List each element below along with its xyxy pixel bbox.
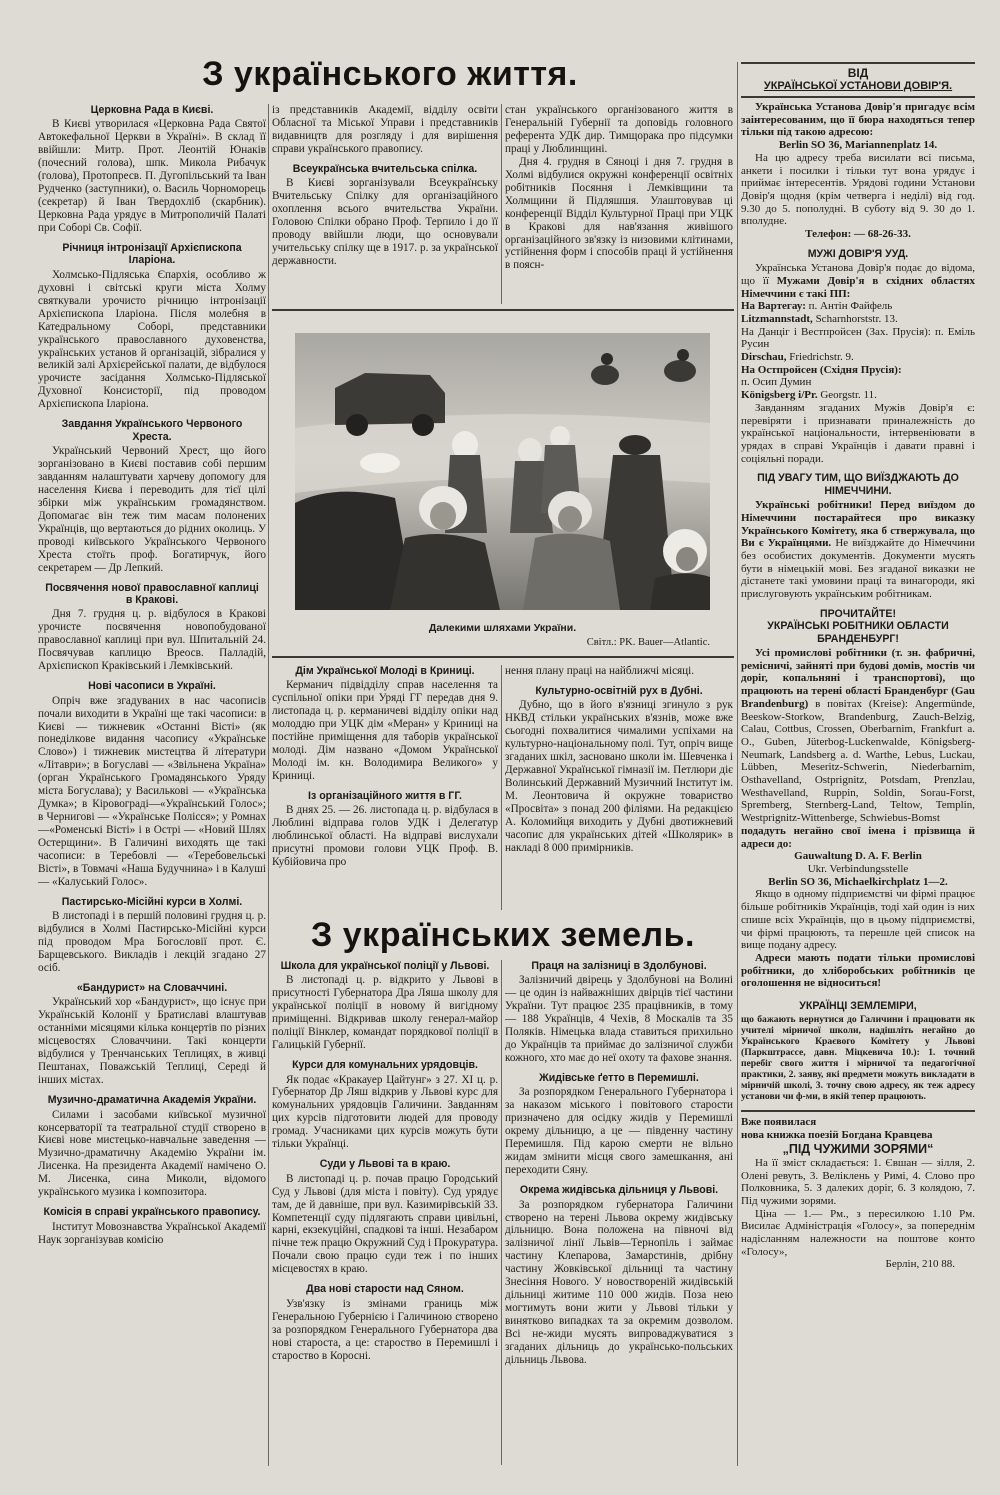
article-heading: Суди у Львові та в краю.: [319, 1158, 451, 1171]
article-heading: УКРАЇНСЬКІ РОБІТНИКИ ОБЛАСТИ БРАНДЕНБУРГ!: [767, 620, 949, 645]
article-heading: ПРОЧИТАЙТЕ!: [820, 607, 896, 620]
article-body: Дубно, що в його в'язниці згинуло з рук НКВД стільки українських в'язнів, може вже сьогодні похвалитися чималими успіхами на культурно-національному полі. Тут, опріч вище згаданих шкіл, засновано школи ім. Шевченка і Державної Української гімназії ім. Петлюри діє Волинський Державний Музичний Інститут ім. М. Леонтовича й окружне товариство «Просвіта» з понад 200 філіями. На редакцією А. Коломийця виходить у Дубні двотижневий часопис для українських дітей «Школярик» в накладі 8 000 примірників.: [505, 699, 733, 854]
notice-text: що бажають вернутися до Галичини і працювати як учителі мірничої школи, надішліть негайно до Українського Краєвого Комітету у Львові (Паркштрассе, давн. Міцкевича 10.): 1. точний перебіг свого життя і мірничої та педагогічної практики, 2. заяву, які предмети можуть викладати в мірничій школі, 3. точну свою адресу, як теж адресу установи чи ф-ми, в якій тепер працюють.: [741, 1014, 975, 1103]
article-continuation: із представників Академії, відділу освіти Обласної та Міської Управи і представників видавництв для розгляду і для вирішення справи українського правопису.: [272, 104, 498, 155]
text-run-bold: Litzmannstadt,: [741, 312, 813, 325]
article-body: В листопаді ц. р. почав працю Городський Суд у Львові (для міста і повіту). Суд урядує там, де й давніше, при вул. Казимирівській 33. Компетенції суду підлягають справи цивільні, карні, екзекуційні, спадкові та інші. Незабаром пічне теж працю Окружний Суд і Прокуратура. Почали свою працю суди теж і по інших місцевостях в краю.: [272, 1172, 498, 1276]
article-heading: Курси для комунальних урядовців.: [292, 1059, 478, 1072]
text-run: Не виїзджайте до Німеччини без особистих документів. Документи мусять бути в німецькій мові. Без згаданої виказки не дістанете такі умовини праці та винагороди, які прислуговують українським робітникам.: [741, 537, 975, 601]
section-rule: [272, 656, 734, 658]
notice-text: Якщо в одному підприємстві чи фірмі працює більше робітників Українців, тоді хай один із них спише всіх Українців, що в цьому підприємстві, чи фірмі працюють, та перешле цей список на вище подану адресу.: [741, 888, 975, 952]
article-body: Дня 4. грудня в Сяноці і дня 7. грудня в Холмі відбулися окружні конференції освітніх робітників Посяння і Лемківщини та Холмщини й Підляшшя. Улаштовував ці конференції Відділ Культурної Праці при УЦК в Кракові для нав'язання живішого організаційного зв'язку із низовими клітинами, устійнення форм і способів праці й устійнення в поясн-: [505, 155, 733, 272]
article-heading: Завдання Українського Червоного Хреста.: [61, 418, 243, 443]
trustee-line: [741, 389, 975, 402]
trustee-line: [741, 351, 975, 364]
text-run-bold: Українські робітники! Перед виїздом до Німеччини постарайтеся про виказку Українського Комітету, яка б ствержувала, що Ви є Українцями.: [741, 499, 975, 550]
section-rule: [272, 309, 734, 311]
notice-text: [741, 647, 975, 825]
column-rule: [501, 960, 502, 1465]
notice-text: подадуть негайно свої імена і прізвища й адреси до:: [741, 824, 975, 850]
photo-women-on-road: [295, 333, 710, 610]
article-body: Як подає «Кракауер Цайтунг» з 27. XI ц. р. Губернатор Др Ляш відкрив у Львові курс для комунальних урядовців Галичини. Завданням цих курсів підготовити людей для проводу громад. Учасниками цих курсів можуть бути тільки Українці.: [272, 1073, 498, 1151]
notice-text: Завданням згаданих Мужів Довір'я є: перевіряти і признавати приналежність до української національности, інтервеніювати в урядах в справі Українців і давати правні і соціяльні поради.: [741, 401, 975, 465]
article-body: Холмсько-Підляська Єпархія, особливо ж духовні і світські круги міста Холму святкували урочисто річницю інтронізації Архієпископа Іларіона. Після молебня в Катедральному Соборі, представники українського православного духовенства, українських установ й організацій, зібралися у великій залі Архієрейської палати, де відбулося урочисте засідання Холмсько-Підляської Духовної Консисторії, під проводом Архієпископа Іларіона.: [38, 268, 266, 411]
article-body: Керманич підвідділу справ населення та суспільної опіки при Уряді ГГ передав дня 9. листопада ц. р. керманичеві відділу опіки над молоддю при УЦК дім «Меран» у Криниці на постійне приміщення для таборів української молоді. Дім названо «Домом Української Молоді ім. кн. Володимира Великого» у Криниці.: [272, 679, 498, 783]
article-heading: Праця на залізниці в Здолбунові.: [531, 960, 707, 972]
notice-phone: Телефон: — 68-26-33.: [805, 228, 911, 241]
photo-image: [295, 333, 710, 610]
article-heading: «Бандурист» на Словаччині.: [76, 982, 228, 995]
article-heading: Школа для української поліції у Львові.: [280, 960, 490, 972]
notice-heading-top: ВІД: [741, 62, 975, 80]
article-body: Дня 7. грудня ц. р. відбулося в Кракові урочисте посвячення новопобудованої православної каплиці при вул. Шпитальній 24. Посвячував каплицю Вреосв. Палладій, Архієпископ Краківський і Лемківський.: [38, 608, 266, 673]
ad-text: Берлін, 210 88.: [885, 1258, 955, 1271]
text-run: Scharnhorststr. 13.: [812, 312, 898, 325]
text-run-bold: Dirschau,: [741, 351, 787, 364]
text-run: в повітах (Kreise):: [808, 697, 915, 710]
article-heading: Окрема жидівська дільниця у Львові.: [519, 1184, 719, 1197]
trustee-line: п. Осип Думин: [741, 376, 812, 389]
notice-heading: УКРАЇНСЬКОЇ УСТАНОВИ ДОВІР'Я.: [741, 80, 975, 98]
ad-text: Ціна — 1.— Рм., з пересилкою 1.10 Рм. Висилає Адміністрація «Голосу», за попереднім надісланням належности на поштове конто «Голосу»,: [741, 1207, 975, 1258]
article-heading: Пастирсько-Місійні курси в Холмі.: [61, 895, 243, 908]
notice-text: [741, 262, 975, 300]
text-run-bold: Усі промислові робітники (т. зн. фабричні, ремісничі, зайняті при будові домів, мостів чи доріг, копальняні і транспортові), що працюють на терені: [741, 647, 975, 698]
text-run-bold: Мужами Довір'я в східних областях Німеччини є такі ПП:: [741, 274, 975, 300]
column-3-bottom: [505, 960, 733, 1465]
ad-text: На її зміст складається: 1. Євшан — зілля, 2. Олені ревуть, 3. Веліклень у Римі, 4. Слово про Полковника, 5. З далеких доріг, 6. З колядою, 7. Під чужими зорями.: [741, 1156, 975, 1207]
article-heading: МУЖІ ДОВІР'Я УУД.: [807, 247, 909, 260]
trustee-line: На Остпройсен (Східня Прусія):: [741, 363, 902, 376]
photo-caption: Далекими шляхами України.: [428, 622, 577, 634]
notice-text: Українська Установа Довір'я пригадує всім заінтересованим, що її бюра находяться тепер тільки під такою адресою:: [741, 101, 975, 139]
article-body: Інститут Мовознавства Української Академії Наук зорганізував комісію: [38, 1220, 266, 1246]
column-rule: [501, 104, 502, 304]
article-body: В листопаді і в першій половині грудня ц. р. відбулися в Холмі Пастирсько-Місійні курси під проводом Мра Богословії прот. Є. Барщевського. Викладів і лекцій згадано 27 осіб.: [38, 910, 266, 975]
notice-address: Berlin SO 36, Michaelkirchplatz 1—2.: [768, 875, 948, 888]
article-heading: Всеукраїнська вчительська спілка.: [292, 162, 478, 175]
article-body: За розпорядком Генерального Губернатора і за наказом міського і повітового старости призначено для осідку жидів у Перемишлі окрему дільницю, а це — південну частину Перемишля. Під карою смерти не вільно жидам змінити місця свого замешкання, ані переходити Сяну.: [505, 1086, 733, 1177]
text-run: п. Антін Файфель: [805, 300, 893, 313]
article-heading: Річниця інтронізації Архієпископа Іларіона.: [62, 241, 242, 267]
article-body: За розпорядком губернатора Галичини створено на терені Львова окрему жидівську дільницю. Вона положена на півночі від залізничої лінії Львів—Тернопіль і займає частину Клепарова, Замарстинів, дрібну частину Жовківської дільниці та частину Знесіння Нового. У новоствореній жидівській дільниці житиме 110 000 жидів. Поза нею могтимуть вони жити у Львові тільки у винятково випадках та за окремим дозволом. Всі не-жиди мусять випроваджуватися з згаданих дільниць до українсько-польських дільниць Львова.: [505, 1198, 733, 1366]
article-heading: Посвячення нової православної каплиці в Кракові.: [45, 581, 259, 607]
article-body: Український хор «Бандурист», що існує при Українській Колонії у Братиславі влаштував останніми місяцями кілька концертів по різних місцевостях Словаччини. Такі концерти відбулися у Тренчанських Теплицях, в живці Пештанах, Поважській Теплиці, Середі й інших містах.: [38, 996, 266, 1087]
column-2-top: [272, 104, 498, 304]
article-body: В листопаді ц. р. відкрито у Львові в присутності Губернатора Дра Ляша школу для української поліції в новому й вигідному приміщенні. Відкривав школу генерал-майор поліції Вінклер, командат порядкової поліції в Галицькій Губернії.: [272, 974, 498, 1052]
book-ad: [741, 1110, 975, 1271]
column-3-middle: [505, 665, 733, 910]
article-heading: Із організаційного життя в ГГ.: [308, 790, 462, 803]
ad-line: нова книжка поезій Богдана Кравцева: [741, 1129, 933, 1142]
text-run-bold: Königsberg i/Pr.: [741, 389, 818, 402]
trustee-line: [741, 300, 975, 313]
text-run: Українська Установа Довір'я подає до відома, що її: [741, 262, 975, 287]
column-rule: [268, 104, 269, 1466]
district-list: Angermünde, Beeskow-Storkow, Brandenburg, Zauch-Belzig, Calau, Cottbus, Crossen, Oberbarnim, Frankfurt a. O., Guben, Jüterbog-Luckenwalde, Königsberg-Neumark, Landsberg a. d. Warthe, Lebus, Luckau, Lübben, Meseritz-Schwerin, Niederbarnim, Osthavelland, Ostprignitz, Potsdam, Prenzlau, Westhavelland, Ruppin, Soldin, Sorau-Forst, Spremberg, Sternberg-Land, Teltow, Templin, Westprignitz-Wittenberge, Schwiebus-Bomst: [741, 697, 975, 825]
article-heading: Комісія в справі українського правопису.: [43, 1206, 261, 1219]
notice-text: [741, 499, 975, 601]
article-heading: Культурно-освітній рух в Дубні.: [535, 684, 703, 697]
section-title: З українських земель.: [311, 916, 695, 954]
article-body: Опріч вже згадуваних в нас часописів почали виходити в Україні ще такі часописи: в Києві — тижневик «Останні Вісті» (як понеділкове видання часопису «Українське Слово») і тижневик мистецтва й літератури «Літаври»; в Богуславі — «Звільнена Україна» (орган Українського Громадянського Уряду міста Богуслава); у Василькові — «Українська Думка»; в Кіровограді—«Український Голос»; в Чернигові — «Українське Полісся»; у Ромнах—«Роменські Вісті» і в Острі — «Новий Шлях Остерщини». В Галичині виходять ще такі часописи: в Теребовлі — «Теребовельські Вісті», в Товмачі «Наша Будучнина» і в Калуші — «Калуський Голос».: [38, 694, 266, 888]
column-2-bottom: [272, 960, 498, 1465]
notice-address: Berlin SO 36, Mariannenplatz 14.: [778, 139, 938, 152]
article-heading: ПІД УВАГУ ТИМ, ЩО ВИЇЗДЖАЮТЬ ДО НІМЕЧЧИНИ.: [757, 472, 959, 497]
trustee-line: [741, 313, 975, 326]
trustee-line: На Данціг і Вестпройсен (Зах. Прусія): п. Еміль Русин: [741, 325, 975, 351]
article-heading: Жидівське ґетто в Перемишлі.: [539, 1072, 699, 1085]
page-title: З українського життя.: [202, 55, 578, 93]
book-title: „ПІД ЧУЖИМИ ЗОРЯМИ“: [782, 1141, 934, 1156]
column-4: [741, 62, 975, 1466]
notice-text: На цю адресу треба висилати всі письма, анкети і посилки і тільки тут вона урядує і приймає інтересентів. Урядові години Установи Довір'я щодня (крім четверга і неділі) від год. 9.30 до 5. пополудні. В суботу від 9. 30 до 1. вполудне.: [741, 151, 975, 228]
article-body: Узв'язку із змінами границь між Генеральною Губернією і Галичиною створено за розпорядком Генерального Губернатора два нові староста, а це: староство в Перемишлі і староство в Коросні.: [272, 1297, 498, 1362]
article-heading: Дім Української Молоді в Криниці.: [295, 665, 475, 677]
article-body: В днях 25. — 26. листопада ц. р. відбулася в Люблині відправа голов УДК і Делегатур люблинської області. На відправі вислухали присутні промови голови УЦК Проф. В. Кубійовича про: [272, 804, 498, 869]
article-body: Силами і засобами київської музичної консерваторії та театральної студії створено в Києві нове мистецько-навчальне заведення — Музично-драматичну Академію України ім. Лисенка. На президента Академії намічено О. М. Лисенка, сина Миколи, відомого українського музика і композитора.: [38, 1108, 266, 1199]
text-run-bold: На Вартегау:: [741, 300, 806, 313]
column-3-top: [505, 104, 733, 304]
notice-address: Ukr. Verbindungsstelle: [807, 863, 909, 875]
article-body: В Києві зорганізували Всеукраїнську Вчительську Спілку для організаційного охоплення всього вчительства України. Головою Спілки обрано Проф. Терпило і до її проводу ввійшли люди, що основували учительську спілку ще в 1917. р. за української державности.: [272, 177, 498, 267]
article-continuation: нення плану праці на найближчі місяці.: [505, 665, 695, 677]
column-rule: [501, 665, 502, 910]
notice-address: Gauwaltung D. A. F. Berlin: [794, 850, 922, 863]
article-heading: Музично-драматична Академія України.: [47, 1094, 257, 1107]
ad-line: Вже появилася: [741, 1116, 817, 1129]
article-heading: Церковна Рада в Києві.: [90, 104, 214, 116]
photo-credit: Світл.: PK. Bauer—Atlantic.: [586, 637, 710, 648]
text-run: Friedrichstr. 9.: [786, 351, 854, 364]
column-2-middle: [272, 665, 498, 910]
article-continuation: стан українського організованого життя в Генеральній Губернії та доповідь головного референта УДК дир. Тимщорака про підсумки праці у Люблинщині.: [505, 104, 733, 155]
text-run: Georgstr. 11.: [817, 389, 877, 402]
article-heading: Два нові старости над Сяном.: [306, 1283, 464, 1296]
text-run-bold: області Бранденбург (Gau Brandenburg): [741, 685, 975, 710]
article-body: Залізничий двірець у Здолбунові на Волині — це один із найважніших двірців тієї частини України. Тут працює 235 працівників, в тому — 188 Українців, 4 Чехів, 8 Москалів та 35 Поляків. Німецька влада ставиться прихильно до Українців та приймає до залізничої служби кожного, хто має до неї охоту та фахове знання.: [505, 974, 733, 1065]
article-body: В Києві утворилася «Церковна Рада Святої Автокефальної Церкви в Україні». В склад її ввійшли: Митр. Прот. Леонтій Юнаків (почесний голова), шпк. Микола Рибачук (голова), Протопресв. П. Дугопільський та Іван Рудченко (заступники), о. Василь Чорноморець (секретар) й Іван Твердохліб (скарбник). Церковна Рада урядує в Митрополичій Палаті при Соборі Св. Софії.: [38, 118, 266, 235]
article-heading: Нові часописи в Україні.: [88, 680, 216, 693]
notice-text: Адреси мають подати тільки промислові робітники, до хліборобських робітників це оголошення не відноситься!: [741, 951, 975, 990]
article-heading: УКРАЇНЦІ ЗЕМЛЕМІРИ,: [799, 1000, 917, 1013]
column-rule: [737, 62, 738, 1466]
column-1: [38, 104, 266, 1466]
article-body: Український Червоний Хрест, що його зорганізовано в Києві поставив собі першим завданням налаштувати харчеву допомогу для населення Києва і переводить для тієї цілі збірки між українським громадянством. Допомагає він теж тим масам полонених Українців, що вертаються до рідних околиць. У проводі київського Українського Червоного Хреста стоїть проф. Богатирчук, його секретарем — Др Лепкий.: [38, 445, 266, 574]
